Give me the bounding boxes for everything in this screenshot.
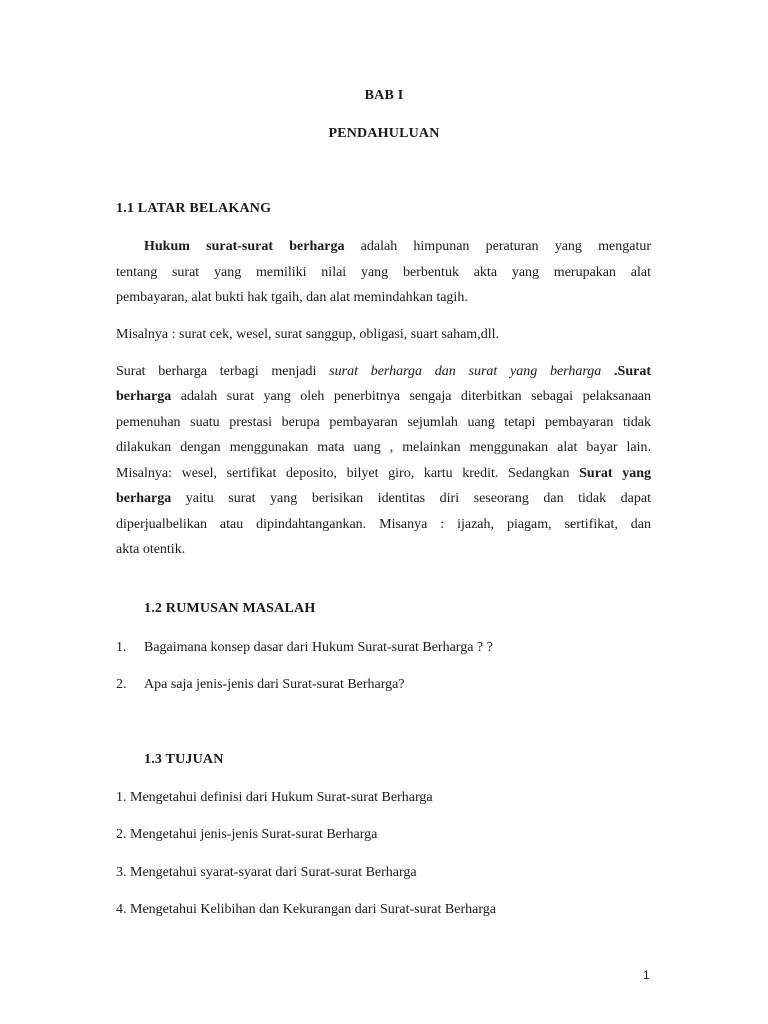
italic-term: surat berharga dan surat yang berharga (329, 364, 602, 379)
bold-term: Hukum surat-surat berharga (144, 239, 345, 254)
paragraph-line: akta otentik. (116, 542, 186, 557)
list-item: 1. Mengetahui definisi dari Hukum Surat-surat Berharga (116, 790, 433, 805)
paragraph-line: tentang surat yang memiliki nilai yang berbentuk akta yang merupakan alat (116, 265, 651, 280)
paragraph-line: dilakukan dengan menggunakan mata uang , melainkan menggunakan alat bayar lain. (116, 440, 651, 455)
section-heading-latar-belakang: 1.1 LATAR BELAKANG (116, 201, 272, 216)
paragraph-text: yaitu surat yang berisikan identitas diri seseorang dan tidak dapat (185, 491, 651, 506)
chapter-title: PENDAHULUAN (328, 126, 440, 141)
page-number: 1 (643, 968, 650, 982)
list-item: 4. Mengetahui Kelibihan dan Kekurangan dari Surat-surat Berharga (116, 902, 496, 917)
list-item: 2. Mengetahui jenis-jenis Surat-surat Berharga (116, 827, 378, 842)
paragraph-line (116, 387, 651, 407)
list-number: 2. (116, 677, 127, 692)
paragraph-line (116, 489, 651, 509)
paragraph-line (144, 237, 651, 257)
bold-term: berharga (116, 491, 172, 506)
bold-term: Surat yang (579, 466, 651, 481)
paragraph-text: Misalnya: wesel, sertifikat deposito, bilyet giro, kartu kredit. Sedangkan (116, 466, 570, 481)
paragraph-text: adalah himpunan peraturan yang mengatur (360, 239, 652, 254)
bold-term: berharga (116, 389, 172, 404)
paragraph-line: pembayaran, alat bukti hak tgaih, dan alat memindahkan tagih. (116, 290, 468, 305)
bold-term: .Surat (614, 364, 651, 379)
paragraph-line: diperjualbelikan atau dipindahtangankan. Misanya : ijazah, piagam, sertifikat, dan (116, 517, 651, 532)
paragraph-text: Surat berharga terbagi menjadi (116, 364, 317, 379)
section-heading-tujuan: 1.3 TUJUAN (144, 752, 224, 767)
chapter-label: BAB I (364, 88, 404, 103)
paragraph-text: adalah surat yang oleh penerbitnya sengaja diterbitkan sebagai pelaksanaan (180, 389, 651, 404)
list-text: Apa saja jenis-jenis dari Surat-surat Berharga? (144, 677, 405, 692)
paragraph-examples: Misalnya : surat cek, wesel, surat sanggup, obligasi, suart saham,dll. (116, 327, 499, 342)
list-item: 3. Mengetahui syarat-syarat dari Surat-surat Berharga (116, 865, 417, 880)
paragraph-line (116, 464, 651, 484)
list-number: 1. (116, 640, 127, 655)
paragraph-line: pemenuhan suatu prestasi berupa pembayaran sejumlah uang tetapi pembayaran tidak (116, 415, 651, 430)
list-text: Bagaimana konsep dasar dari Hukum Surat-surat Berharga ? ? (144, 640, 493, 655)
section-heading-rumusan-masalah: 1.2 RUMUSAN MASALAH (144, 601, 316, 616)
paragraph-line (116, 362, 651, 382)
